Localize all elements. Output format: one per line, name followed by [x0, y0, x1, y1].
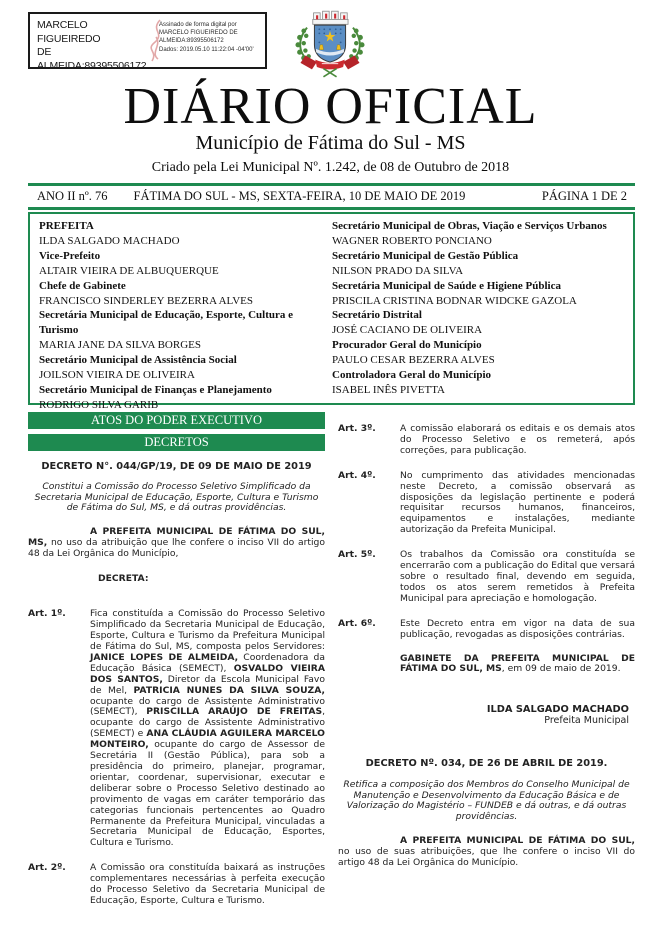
signature-holder-name: [30, 14, 152, 72]
official-name: PRISCILA CRISTINA BODNAR WIDCKE GAZOLA: [332, 294, 577, 307]
official-role: Secretário Municipal de Assistência Social: [39, 354, 237, 367]
article-text: A Comissão ora constituída baixará as instruções complementares necessárias à perfeita execução do Processo Seletivo da Secretaria Municipal de Educação, Esporte, Cultura e Turismo.: [90, 862, 325, 906]
page-indicator: PÁGINA 1 DE 2: [541, 189, 627, 203]
officials-col-left: [39, 219, 332, 411]
text-line: DE: [37, 46, 52, 58]
officials-box: [28, 212, 635, 411]
decree2-summary: Retifica a composição dos Membros do Conselho Municipal de Manutenção e Desenvolvimento da Educação Básica e de Valorização do Magistério – FUNDEB e dá outras, e dá outras providências.: [343, 779, 630, 822]
article-number-label: Art. 4º.: [338, 469, 376, 481]
official-role: Procurador Geral do Município: [332, 339, 482, 352]
decree1-articles-right: [338, 424, 635, 641]
official-name: JOSÉ CACIANO DE OLIVEIRA: [332, 324, 483, 337]
official-name: ILDA SALGADO MACHADO: [39, 234, 180, 247]
section-bar-executive: ATOS DO PODER EXECUTIVO: [28, 412, 325, 429]
decree1-summary: Constitui a Comissão do Processo Seletivo Simplificado da Secretaria Municipal de Educação, Esporte, Cultura e Turismo de Fátima do Sul, MS, e dá outras providências.: [34, 480, 319, 514]
official-name: PAULO CESAR BEZERRA ALVES: [332, 354, 495, 367]
location-date: FÁTIMA DO SUL - MS, SEXTA-FEIRA, 10 DE MAIO DE 2019: [133, 189, 466, 203]
gabinete-closing: GABINETE DA PREFEITA MUNICIPAL DE FÁTIMA DO SUL, MS, em 09 de maio de 2019.: [400, 652, 635, 675]
official-name: WAGNER ROBERTO PONCIANO: [332, 234, 492, 247]
official-name: JOILSON VIEIRA DE OLIVEIRA: [39, 369, 195, 382]
edition-number: ANO II nº. 76: [37, 189, 108, 203]
official-name: RODRIGO SILVA GARIB: [39, 398, 159, 411]
decree-article: [338, 424, 635, 457]
text-line: Dados: 2019.05.10 11:22:04 -04'00': [159, 46, 254, 53]
gazette-subtitle: Município de Fátima do Sul - MS: [195, 132, 466, 154]
official-role: Secretário Distrital: [332, 309, 422, 322]
decree-article: [338, 619, 635, 641]
article-text: Os trabalhos da Comissão ora constituída se encerrarão com a publicação do Edital que versará sobre o resultado final, devendo em seguida, todos os atos serem remetidos à Prefeita Municipal para apreciação e homologação.: [400, 549, 635, 604]
decree-article: [338, 471, 635, 536]
official-role: Secretário Municipal de Finanças e Planejamento: [39, 383, 272, 396]
official-role: Secretário Municipal de Obras, Viação e Serviços Urbanos: [332, 220, 607, 232]
article-text: Este Decreto entra em vigor na data de sua publicação, revogadas as disposições contrárias.: [400, 617, 635, 640]
decree1-title: DECRETO N°. 044/GP/19, DE 09 DE MAIO DE 2019: [41, 461, 312, 472]
text-line: ALMEIDA:89395506172: [159, 38, 224, 45]
content-column-left: [28, 410, 325, 907]
text-line: Assinado de forma digital por: [159, 22, 237, 28]
signature-flourish-icon: [136, 17, 172, 67]
official-name: MARIA JANE DA SILVA BORGES: [39, 339, 201, 352]
municipal-coat-of-arms-icon: [289, 3, 371, 85]
decree-article: [28, 609, 325, 849]
decree-article: [338, 550, 635, 605]
gazette-title: DIÁRIO OFICIAL: [123, 78, 538, 135]
official-role: Secretária Municipal de Educação, Esporte, Cultura e Turismo: [39, 309, 293, 337]
article-number-label: Art. 6º.: [338, 617, 376, 629]
masthead: [0, 78, 661, 176]
section-bar-decrees: DECRETOS: [28, 434, 325, 451]
mayor-signature-role: Prefeita Municipal: [544, 715, 629, 727]
officials-col-right: [332, 219, 625, 403]
official-role: Controladora Geral do Município: [332, 369, 491, 382]
gazette-tagline: Criado pela Lei Municipal Nº. 1.242, de 08 de Outubro de 2018: [151, 160, 510, 175]
mayor-signature-block: [338, 705, 635, 727]
decreta-label: DECRETA:: [98, 573, 149, 585]
official-name: ALTAIR VIEIRA DE ALBUQUERQUE: [39, 264, 219, 277]
official-role: Secretário Municipal de Gestão Pública: [332, 249, 519, 262]
article-text: Fica constituída a Comissão do Processo Seletivo Simplificado da Secretaria Municipal de Educação, Esporte, Cultura e Turismo da Prefeitura Municipal de Fátima do Sul, MS, composta pelos Servidores: JANICE LOPES DE ALMEIDA, Coordenadora da Educação Básica (SEMECT), OSVALDO VIEIRA DOS SANTOS, Diretor da Escola Municipal Favo de Mel, PATRICIA NUNES DA SILVA SOUZA, ocupante do cargo de Assistente Administrativo (SEMECT), PRISCILLA ARAÚJO DE FREITAS, ocupante do cargo de Assistente Administrativo (SEMECT) e ANA CLÁUDIA AGUILERA MARCELO MONTEIRO, ocupante do cargo de Assessor de Secretária II (Gestão Pública), para sob a presidência do primeiro, planejar, programar, orientar, coordenar, supervisionar, executar e deliberar sobre o Processo Seletivo destinado ao provimento de vagas em caráter temporário das categorias funcionais pertencentes ao Quadro Permanente da Prefeitura Municipal, vinculadas a Secretaria Municipal de Educação, Esportes, Cultura e Turismo.: [90, 608, 326, 849]
official-role: Vice-Prefeito: [39, 249, 101, 262]
official-name: NILSON PRADO DA SILVA: [332, 264, 464, 277]
official-role: PREFEITA: [39, 220, 94, 232]
dateline-bar: [28, 183, 635, 210]
decree1-articles-left: [28, 609, 325, 907]
article-text: A comissão elaborará os editais e os demais atos do Processo Seletivo e os remeterá, após correções, para publicação.: [400, 423, 635, 456]
decree2-title: DECRETO Nº. 034, DE 26 DE ABRIL DE 2019.: [365, 758, 608, 770]
article-number-label: Art. 1º.: [28, 608, 66, 620]
text-line: MARCELO FIGUEIREDO: [37, 19, 101, 45]
decree-article: [28, 863, 325, 907]
official-role: Secretária Municipal de Saúde e Higiene Pública: [332, 279, 561, 292]
decree2-preamble: A PREFEITA MUNICIPAL DE FÁTIMA DO SUL, no uso de suas atribuições, que lhe confere o inciso VII do artigo 48 da Lei Orgânica do Município.: [338, 835, 635, 869]
text-line: ALMEIDA:89395506172: [37, 59, 147, 72]
official-name: ISABEL INÊS PIVETTA: [332, 383, 445, 396]
digital-signature-stamp: [28, 12, 267, 72]
content-column-right: [338, 410, 635, 869]
article-text: No cumprimento das atividades mencionadas neste Decreto, a comissão observará as disposições da legislação pertinente e poderá requisitar recursos humanos, financeiros, equipamentos e instalações, mediante autorização da Prefeita Municipal.: [400, 469, 635, 536]
official-role: Chefe de Gabinete: [39, 279, 126, 292]
mayor-signature-name: ILDA SALGADO MACHADO: [486, 704, 629, 716]
official-name: FRANCISCO SINDERLEY BEZERRA ALVES: [39, 294, 254, 307]
article-number-label: Art. 3º.: [338, 423, 376, 434]
decree1-preamble: A PREFEITA MUNICIPAL DE FÁTIMA DO SUL, MS, no uso da atribuição que lhe confere o inciso VII do artigo 48 da Lei Orgânica do Município,: [28, 525, 325, 559]
article-number-label: Art. 5º.: [338, 549, 376, 561]
text-line: MARCELO FIGUEIREDO DE: [159, 30, 238, 37]
article-number-label: Art. 2º.: [28, 862, 66, 874]
